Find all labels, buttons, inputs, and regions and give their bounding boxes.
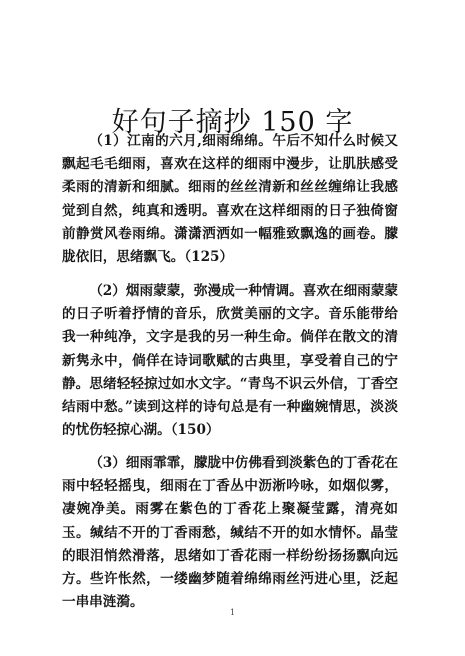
paragraph-3: （3）细雨霏霏，朦胧中仿佛看到淡紫色的丁香花在雨中轻轻摇曳，细雨在丁香丛中沥淅吟咏，如烟似雾，凄婉净美。雨雾在紫色的丁香花上聚凝莹露，清亮如玉。缄结不开的丁香雨愁，缄结不开的如水情怀。晶莹的眼泪悄然滑落，思绪如丁香花雨一样纷纷扬扬飘向远方。些许怅然，一缕幽梦随着绵绵雨丝沔进心里，泛起一串串涟漪。 [62, 455, 398, 611]
document-title: 好句子摘抄 150 字 [111, 107, 354, 139]
paragraph-1: （1）江南的六月,细雨绵绵。午后不知什么时候又飘起毛毛细雨，喜欢在这样的细雨中漫步，让肌肤感受柔雨的清新和细腻。细雨的丝丝清新和丝丝缠绵让我感觉到自然，纯真和透明。喜欢在这样细雨的日子独倚窗前静赏风卷雨绵。潇潇洒洒如一幅雅致飘逸的画卷。朦胧依旧，思绪飘飞。（125） [62, 133, 398, 266]
paragraph-2: （2）烟雨蒙蒙，弥漫成一种情调。喜欢在细雨蒙蒙的日子听着抒情的音乐，欣赏美丽的文字。音乐能带给我一种纯净，文字是我的另一种生命。倘佯在散文的清新隽永中，倘佯在诗词歌赋的古典里，享受着自己的宁静。思绪轻轻掠过如水文字。“青鸟不识云外信，丁香空结雨中愁。”读到这样的诗句总是有一种幽婉情思，淡淡的忧伤轻掠心湖。（150） [62, 283, 398, 439]
page-number: 1 [229, 608, 236, 617]
